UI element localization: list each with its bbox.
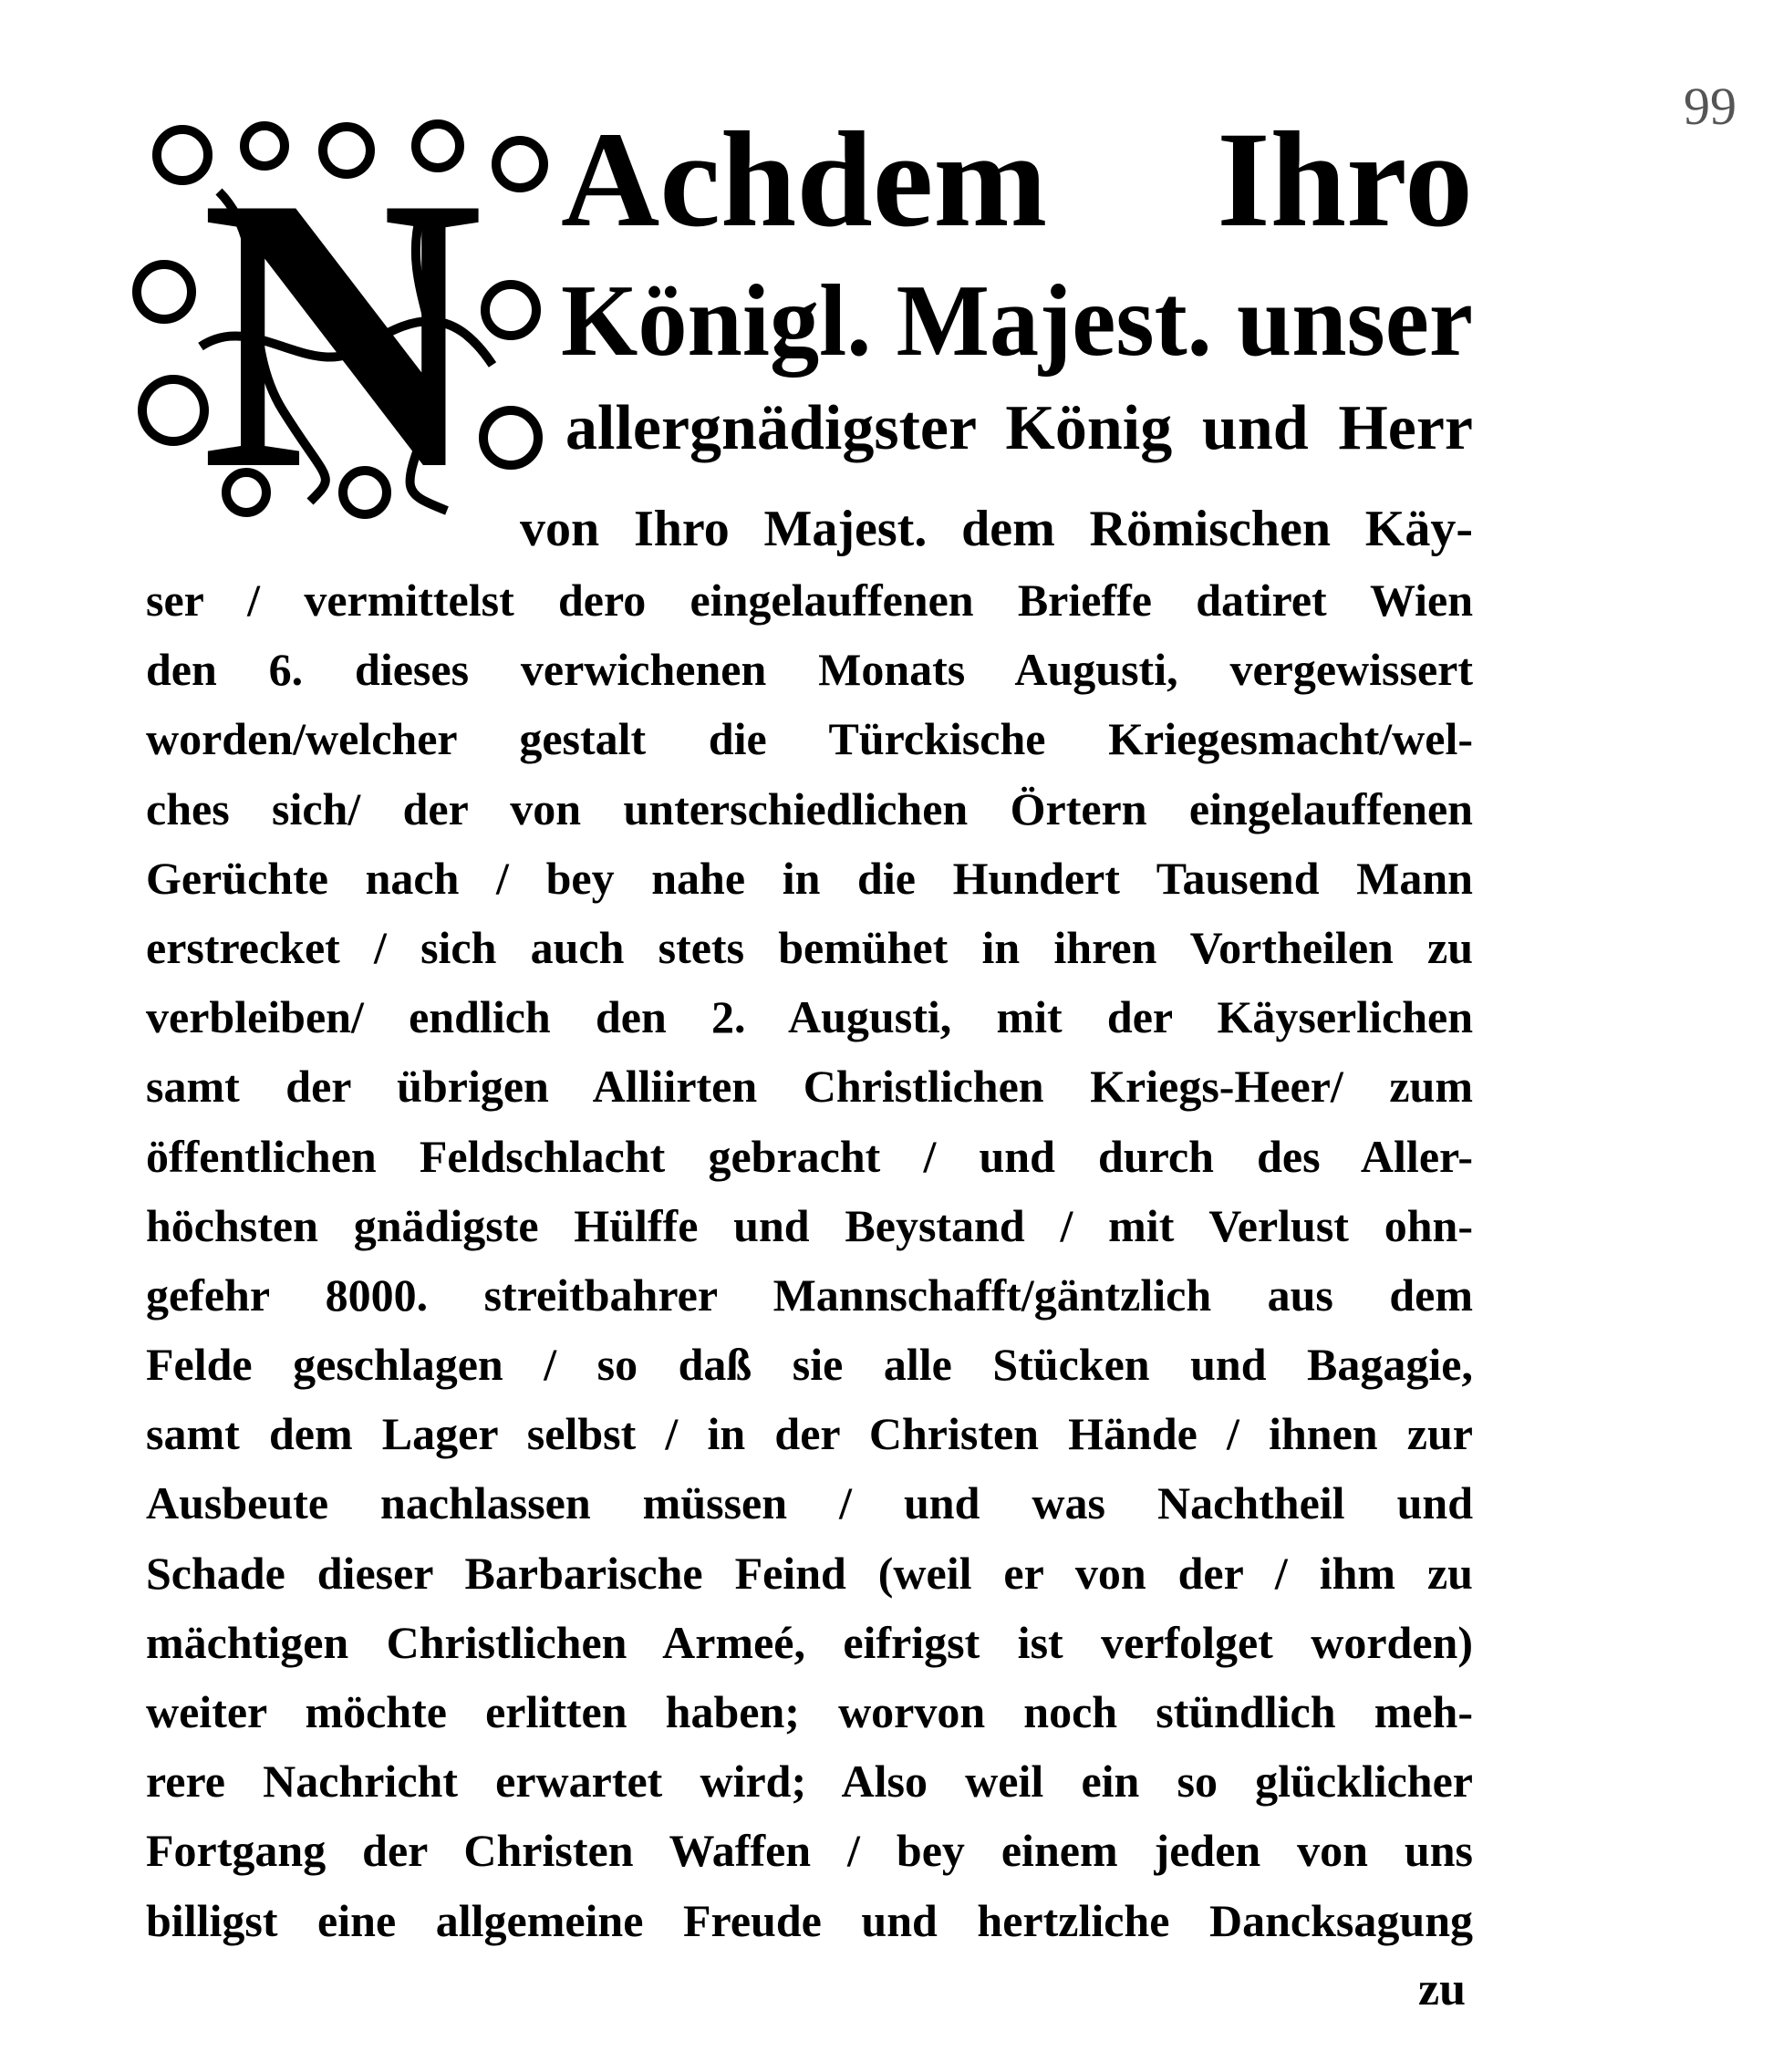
text-line: Schade dieser Barbarische Feind (weil er von der / ihm zu	[146, 1547, 1473, 1599]
text-line: gefehr 8000. streitbahrer Mannschafft/gäntzlich aus dem	[146, 1269, 1473, 1321]
catchword: zu	[1418, 1963, 1466, 2015]
text-line: Felde geschlagen / so daß sie alle Stücken und Bagagie,	[146, 1339, 1473, 1391]
svg-text:N: N	[200, 117, 484, 520]
text-line: samt dem Lager selbst / in der Christen Hände / ihnen zur	[146, 1408, 1473, 1460]
heading-line: von Ihro Majest. dem Römischen Käy-	[520, 501, 1473, 557]
text-line: Ausbeute nachlassen müssen / und was Nachtheil und	[146, 1477, 1473, 1529]
text-line: ches sich/ der von unterschiedlichen Örtern eingelauffenen	[146, 782, 1473, 834]
text-line: mächtigen Christlichen Armeé, eifrigst ist verfolget worden)	[146, 1616, 1473, 1668]
body-text	[146, 565, 1473, 1955]
text-line: den 6. dieses verwichenen Monats Augusti, vergewissert	[146, 644, 1473, 696]
heading-line: Achdem Ihro	[561, 104, 1473, 255]
text-line: verbleiben/ endlich den 2. Augusti, mit der Käyserlichen	[146, 991, 1473, 1043]
decorated-initial-n	[128, 109, 556, 520]
page-number: 99	[1684, 77, 1737, 136]
text-line: rere Nachricht erwartet wird; Also weil ein so glücklicher	[146, 1756, 1473, 1808]
heading-line: allergnädigster König und Herr	[565, 393, 1473, 463]
text-line: öffentlichen Feldschlacht gebracht / und durch des Aller-	[146, 1130, 1473, 1182]
text-line: worden/welcher gestalt die Türckische Kriegesmacht/wel-	[146, 713, 1473, 765]
text-line: weiter möchte erlitten haben; worvon noch stündlich meh-	[146, 1686, 1473, 1737]
text-line: billigst eine allgemeine Freude und hertzliche Dancksagung	[146, 1894, 1473, 1946]
text-line: samt der übrigen Alliirten Christlichen Kriegs-Heer/ zum	[146, 1061, 1473, 1113]
ornament-initial-icon	[128, 109, 556, 520]
text-line: erstrecket / sich auch stets bemühet in ihren Vortheilen zu	[146, 921, 1473, 973]
text-line: höchsten gnädigste Hülffe und Beystand / mit Verlust ohn-	[146, 1199, 1473, 1251]
text-line: ser / vermittelst dero eingelauffenen Brieffe datiret Wien	[146, 575, 1473, 626]
text-line: Fortgang der Christen Waffen / bey einem jeden von uns	[146, 1825, 1473, 1877]
text-line: Gerüchte nach / bey nahe in die Hundert Tausend Mann	[146, 852, 1473, 904]
heading-line: Königl. Majest. unser	[561, 264, 1473, 378]
